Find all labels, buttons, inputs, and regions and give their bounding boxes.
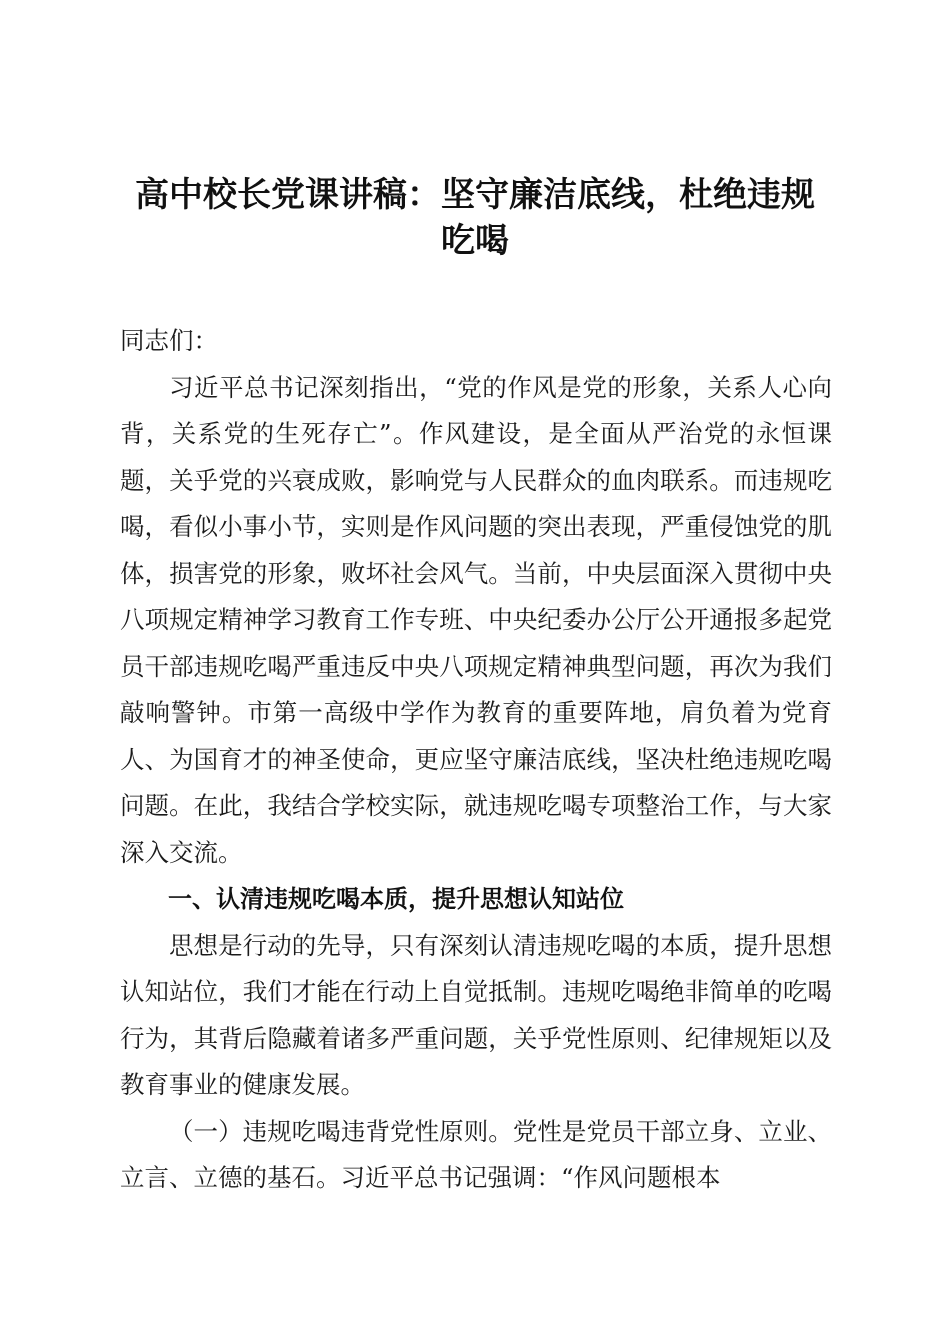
section-1-paragraph: 思想是行动的先导，只有深刻认清违规吃喝的本质，提升思想认知站位，我们才能在行动上自觉抵制。违规吃喝绝非简单的吃喝行为，其背后隐藏着诸多严重问题，关乎党性原则、纪律规矩以及教育事业的健康发展。 [120,930,832,1099]
subsection-1-text: 党性是党员干部立身、立业、立言、立德的基石。习近平总书记强调：“作风问题根本 [120,1116,833,1192]
document-title [100,172,850,264]
document-body [120,318,832,1202]
intro-paragraph: 习近平总书记深刻指出，“党的作风是党的形象，关系人心向背，关系党的生死存亡”。作风建设，是全面从严治党的永恒课题，关乎党的兴衰成败，影响党与人民群众的血肉联系。而违规吃喝，看似小事小节，实则是作风问题的突出表现，严重侵蚀党的肌体，损害党的形象，败坏社会风气。当前，中央层面深入贯彻中央八项规定精神学习教育工作专班、中央纪委办公厅公开通报多起党员干部违规吃喝严重违反中央八项规定精神典型问题，再次为我们敲响警钟。市第一高级中学作为教育的重要阵地，肩负着为党育人、为国育才的神圣使命，更应坚守廉洁底线，坚决杜绝违规吃喝问题。在此，我结合学校实际，就违规吃喝专项整治工作，与大家深入交流。 [120,372,832,867]
subsection-1-paragraph [120,1109,832,1202]
section-1-heading: 一、认清违规吃喝本质，提升思想认知站位 [168,885,624,913]
title-line-1: 高中校长党课讲稿：坚守廉洁底线，杜绝违规 [135,175,815,215]
title-line-2: 吃喝 [441,221,509,261]
subsection-1-heading: （一）违规吃喝违背党性原则。 [169,1116,513,1146]
salutation: 同志们： [120,326,218,355]
